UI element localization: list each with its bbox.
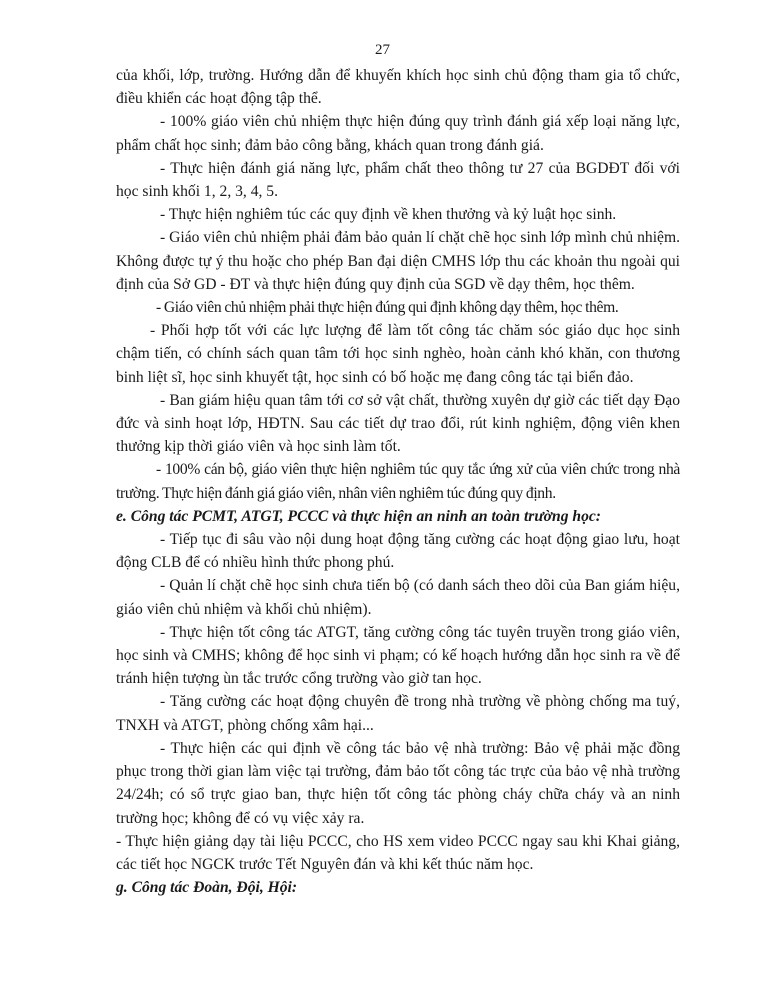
- paragraph-traffic-safety: - Thực hiện tốt công tác ATGT, tăng cường công tác tuyên truyền trong giáo viên, học sinh và CMHS; không để học sinh vi phạm; có kế hoạch hướng dẫn học sinh ra về để tránh hiện tượng ùn tắc trước cổng trường vào giờ tan học.: [116, 623, 680, 688]
- section-heading-e: e. Công tác PCMT, ATGT, PCCC và thực hiện an ninh an toàn trường học:: [116, 507, 602, 525]
- paragraph-fire-safety-teaching: - Thực hiện giảng dạy tài liệu PCCC, cho HS xem video PCCC ngay sau khi Khai giảng, các tiết học NGCK trước Tết Nguyên đán và khi kết thúc năm học.: [116, 832, 680, 873]
- paragraph-continuation: của khối, lớp, trường. Hướng dẫn để khuyến khích học sinh chủ động tham gia tổ chức, điều khiển các hoạt động tập thể.: [116, 67, 680, 108]
- page-body: [116, 64, 680, 899]
- section-heading-g: g. Công tác Đoàn, Đội, Hội:: [116, 879, 298, 897]
- paragraph-thematic-activities: - Tăng cường các hoạt động chuyên đề trong nhà trường về phòng chống ma tuý, TNXH và ATGT, phòng chống xâm hại...: [116, 693, 680, 734]
- paragraph-code-of-conduct: - 100% cán bộ, giáo viên thực hiện nghiêm túc quy tắc ứng xử của viên chức trong nhà trường. Thực hiện đánh giá giáo viên, nhân viên nghiêm túc đúng quy định.: [116, 461, 680, 502]
- paragraph-student-monitoring: - Quản lí chặt chẽ học sinh chưa tiến bộ (có danh sách theo dõi của Ban giám hiệu, giáo viên chủ nhiệm và khối chủ nhiệm).: [116, 577, 680, 618]
- paragraph-board-supervision: - Ban giám hiệu quan tâm tới cơ sở vật chất, thường xuyên dự giờ các tiết dạy Đạo đức và sinh hoạt lớp, HĐTN. Sau các tiết dự trao đổi, rút kinh nghiệm, động viên khen thưởng kịp thời giáo viên và học sinh làm tốt.: [116, 391, 680, 456]
- paragraph-teacher-assessment: - 100% giáo viên chủ nhiệm thực hiện đúng quy trình đánh giá xếp loại năng lực, phẩm chất học sinh; đảm bảo công bằng, khách quan trong đánh giá.: [116, 113, 680, 154]
- paragraph-club-activities: - Tiếp tục đi sâu vào nội dung hoạt động tăng cường các hoạt động giao lưu, hoạt động CLB để có nhiều hình thức phong phú.: [116, 531, 680, 572]
- page-number: 27: [375, 42, 390, 58]
- paragraph-student-care: - Phối hợp tốt với các lực lượng để làm tốt công tác chăm sóc giáo dục học sinh chậm tiến, có chính sách quan tâm tới học sinh nghèo, hoàn cảnh khó khăn, con thương binh liệt sĩ, học sinh khuyết tật, học sinh có bố hoặc mẹ đang công tác tại biển đảo.: [116, 322, 680, 386]
- paragraph-class-management: - Giáo viên chủ nhiệm phải đảm bảo quản lí chặt chẽ học sinh lớp mình chủ nhiệm. Không được tự ý thu hoặc cho phép Ban đại diện CMHS lớp thu các khoản thu ngoài qui định của Sở GD - ĐT và thực hiện đúng quy định của SGD về dạy thêm, học thêm.: [116, 229, 680, 293]
- paragraph-school-security: - Thực hiện các qui định về công tác bảo vệ nhà trường: Bảo vệ phải mặc đồng phục trong thời gian làm việc tại trường, đảm bảo tốt công tác trực của bảo vệ nhà trường 24/24h; có sổ trực giao ban, thực hiện tốt công tác phòng cháy chữa cháy và an ninh trường học; không để có vụ việc xảy ra.: [116, 739, 680, 827]
- paragraph-rewards-discipline: - Thực hiện nghiêm túc các quy định về khen thưởng và kỷ luật học sinh.: [160, 206, 617, 224]
- paragraph-no-extra-teaching: - Giáo viên chủ nhiệm phải thực hiện đúng qui định không dạy thêm, học thêm.: [156, 299, 619, 317]
- paragraph-circular-27: - Thực hiện đánh giá năng lực, phẩm chất theo thông tư 27 của BGDĐT đối với học sinh khối 1, 2, 3, 4, 5.: [116, 159, 680, 201]
